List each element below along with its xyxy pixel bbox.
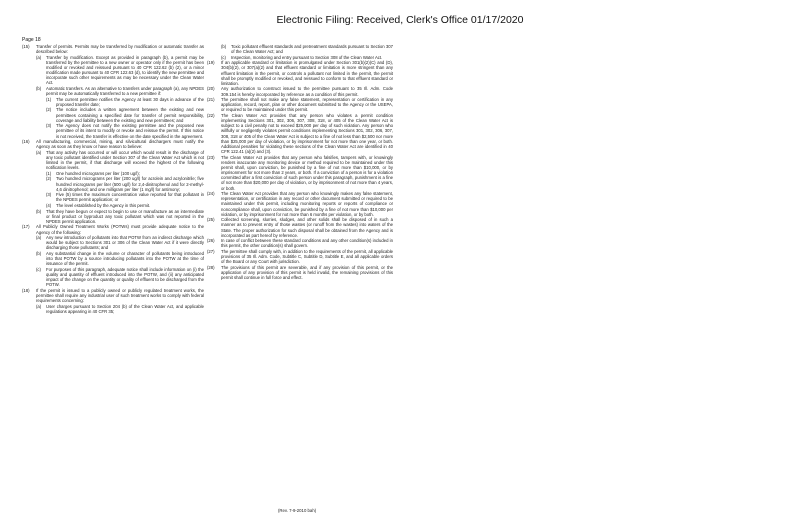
permit-condition-paragraph	[22, 288, 204, 303]
condition-text: Automatic transfers. As an alternative to transfers under paragraph (a), any NPDES permit may be automatically transferred to a new permittee if:	[46, 86, 204, 97]
condition-number: (16)	[22, 139, 30, 145]
condition-number: (2)	[46, 107, 52, 113]
permit-condition-paragraph	[22, 267, 204, 288]
condition-text: Any substantial change in the volume or character of pollutants being introduced into that POTW by a source introducing pollutants into the POTW at the time of issuance of the permit.	[46, 250, 204, 267]
permit-condition-paragraph	[22, 55, 204, 86]
condition-number: (c)	[36, 266, 41, 272]
condition-number: (19)	[207, 60, 215, 66]
permit-condition-paragraph	[207, 60, 393, 86]
condition-text: If the permit is issued to a publicly owned or publicly regulated treatment works, the permittee shall require any industrial user of such treatment works to comply with federal requirements concerning:	[36, 287, 204, 304]
condition-number: (3)	[46, 123, 52, 129]
permit-condition-paragraph	[22, 86, 204, 96]
condition-number: (a)	[36, 235, 42, 241]
condition-number: (17)	[22, 224, 30, 230]
permit-condition-paragraph	[22, 97, 204, 107]
permit-condition-paragraph	[207, 249, 393, 264]
condition-number: (20)	[207, 86, 215, 92]
condition-text: The provisions of this permit are severable, and if any provision of this permit, or the application of any provision of this permit is held invalid, the remaining provisions of this permit shall continue in full force and effect.	[221, 264, 393, 281]
condition-number: (28)	[207, 264, 215, 270]
page-header: Electronic Filing: Received, Clerk's Office 01/17/2020	[276, 14, 524, 26]
condition-number: (c)	[221, 54, 226, 60]
permit-condition-paragraph	[22, 235, 204, 250]
condition-number: (27)	[207, 249, 215, 254]
condition-text: Transfer by modification. Except as provided in paragraph (b), a permit may be transferred by the permittee to a new owner or operator only if the permit has been modified or revoked and reissued pursuant to 40 CFR 122.62 (b) (2), or a minor modification made pursuant to 40 CFR 122.63 (d), to identify the new permittee and incorporate such other requirements as may be necessary under the Clean Water Act.	[46, 54, 204, 86]
condition-text: If an applicable standard or limitation is promulgated under Section 301(b)(2)(C) and (D), 304(b)(2), or 307(a)(2) and that effluent standard or limitation is more stringent than any effluent limitation in the permit, or controls a pollutant not limited in the permit, the permit shall be promptly modified or revoked, and reissued to conform to that effluent standard or limitation.	[221, 60, 393, 86]
condition-text: The Agency does not notify the existing permittee and the proposed new permittee of its intent to modify or revoke and reissue the permit. If this notice is not received, the transfer is effective on the date specified in the agreement.	[56, 123, 204, 139]
condition-text: That they have begun or expect to begin to use or manufacture as an intermediate or final product or byproduct any toxic pollutant which was not reported in the NPDES permit application.	[46, 208, 204, 224]
condition-text: All manufacturing, commercial, mining, and silvicultural dischargers must notify the Agency as soon as they know or have reason to believe:	[36, 139, 204, 150]
condition-text: Any authorization to construct issued to the permittee pursuant to 35 Ill. Adm. Code 309.154 is hereby incorporated by reference as a condition of this permit.	[221, 86, 393, 97]
condition-number: (b)	[221, 44, 227, 49]
condition-text: One hundred micrograms per liter (100 ug/l);	[56, 170, 140, 176]
condition-text: In case of conflict between these standard conditions and any other condition(s) included in this permit, the other condition(s) shall govern.	[221, 238, 393, 249]
permit-condition-paragraph	[207, 44, 393, 54]
permit-condition-paragraph	[22, 150, 204, 171]
condition-text: Two hundred micrograms per liter (200 ug/l) for acrolein and acrylonitrile; five hundred micrograms per liter (500 ug/l) for 2,4-dinitrophenol and for 2-methyl-4,6 dinitrophenol; and one milligram per liter (1 mg/l) for antimony;	[56, 176, 204, 192]
revision-footer: (Rev. 7-9-2010 bah)	[278, 508, 317, 513]
permit-condition-paragraph	[207, 217, 393, 238]
condition-text: The permittee shall comply with, in addition to the requirements of the permit, all applicable provisions of 35 Ill. Adm. Code, Subtitle C, Subtitle D, Subtitle E, and all applicable orders of the Board or any Court with jurisdiction.	[221, 249, 393, 265]
permit-condition-paragraph	[22, 123, 204, 138]
permit-condition-paragraph	[207, 191, 393, 217]
condition-text: Inspection, monitoring and entry pursuant to Section 308 of the Clean Water Act.	[231, 54, 383, 60]
permit-condition-paragraph	[22, 209, 204, 224]
condition-text: The level established by the Agency in this permit.	[56, 202, 151, 208]
condition-number: (23)	[207, 154, 215, 160]
condition-text: The Clean Water Act provides that any person who knowingly makes any false statement, representation, or certification in any record or other document submitted or required to be maintained under this permit, including monitoring reports or reports of compliance or noncompliance shall, upon conviction, be punished by a fine of not more than $10,000 per violation, or by imprisonment for not more than 6 months per violation, or by both.	[221, 191, 393, 217]
condition-number: (15)	[22, 44, 30, 49]
permit-condition-paragraph	[207, 265, 393, 280]
permit-condition-paragraph	[22, 139, 204, 149]
permit-condition-paragraph	[22, 192, 204, 202]
permit-condition-paragraph	[22, 304, 204, 314]
permit-condition-paragraph	[22, 44, 204, 54]
condition-text: The current permittee notifies the Agency at least 30 days in advance of the proposed transfer date;	[56, 96, 204, 107]
permit-condition-paragraph	[207, 238, 393, 248]
condition-text: Any new introduction of pollutants into that POTW from an indirect discharge which would be subject to Sections 301 or 306 of the Clean Water Act if it were directly discharging those pollutants; and	[46, 235, 204, 251]
condition-text: All Publicly Owned Treatment Works (POTWs) must provide adequate notice to the Agency of the following:	[36, 224, 204, 235]
right-column	[207, 44, 393, 281]
condition-text: The notice includes a written agreement between the existing and new permittees containing a specified date for transfer of permit responsibility, coverage and liability between the existing and new permittees; and	[56, 107, 204, 123]
condition-text: Transfer of permits. Permits may be transferred by modification or automatic transfer as described below:	[36, 44, 204, 55]
condition-number: (3)	[46, 192, 52, 198]
condition-text: For purposes of this paragraph, adequate notice shall include information on (i) the quality and quantity of effluent introduced into the POTW, and (ii) any anticipated impact of the change on the quantity or quality of effluent to be discharged from the POTW.	[46, 266, 204, 288]
permit-condition-paragraph	[22, 176, 204, 191]
page-number: Page 18	[22, 37, 41, 43]
condition-text: The permittee shall not make any false statement, representation or certification in any application, record, report, plan or other document submitted to the Agency or the USEPA, or required to be maintained under this permit.	[221, 97, 393, 113]
permit-condition-paragraph	[207, 55, 393, 60]
left-column	[22, 44, 204, 314]
permit-condition-paragraph	[207, 113, 393, 154]
condition-number: (22)	[207, 112, 215, 118]
condition-number: (18)	[22, 287, 30, 293]
condition-number: (2)	[46, 176, 52, 182]
condition-text: Five (5) times the maximum concentration value reported for that pollutant in the NPDES permit application; or	[56, 192, 204, 203]
permit-condition-paragraph	[22, 171, 204, 176]
condition-number: (24)	[207, 191, 215, 197]
permit-condition-paragraph	[207, 155, 393, 191]
condition-number: (26)	[207, 238, 215, 244]
condition-number: (a)	[36, 54, 42, 60]
condition-text: Collected screening, slurries, sludges, and other solids shall be disposed of in such a manner as to prevent entry of those wastes (or runoff from the wastes) into waters of the State. The proper authorization for such disposal shall be obtained from the Agency and is incorporated as part hereof by reference.	[221, 217, 393, 238]
condition-number: (1)	[46, 170, 52, 176]
permit-condition-paragraph	[22, 251, 204, 266]
permit-condition-paragraph	[22, 224, 204, 234]
condition-number: (b)	[36, 250, 42, 256]
permit-condition-paragraph	[207, 97, 393, 112]
condition-text: The Clean Water Act provides that any person who violates a permit condition implementing Sections 301, 302, 306, 307, 308, 318, or 405 of the Clean Water Act is subject to a civil penalty not to exceed $25,000 per day of such violation. Any person who willfully or negligently violates permit conditions implementing Sections 301, 302, 306, 307, 308, 318 or 405 of the Clean Water Act is subject to a fine of not less than $2,500 nor more than $25,000 per day of violation, or by imprisonment for not more than one year, or both. Additional penalties for violating these sections of the Clean Water Act are identified in 40 CFR 122.41 (a)(2) and (3).	[221, 112, 393, 155]
condition-text: That any activity has occurred or will occur which would result in the discharge of any toxic pollutant identified under Section 307 of the Clean Water Act which is not limited in the permit, if that discharge will exceed the highest of the following notification levels.	[46, 149, 204, 171]
condition-text: User charges pursuant to Section 204 (b) of the Clean Water Act, and applicable regulations appearing in 40 CFR 35;	[46, 303, 204, 314]
condition-text: The Clean Water Act provides that any person who falsifies, tampers with, or knowingly renders inaccurate any monitoring device or method required to be maintained under this permit shall, upon conviction, be punished by a fine of not more than $10,000, or by imprisonment for not more than 2 years, or both. If a conviction of a person is for a violation committed after a first conviction of such person under this paragraph, punishment is a fine of not more than $20,000 per day of violation, or by imprisonment of not more than 4 years, or both.	[221, 154, 393, 191]
condition-number: (b)	[36, 86, 42, 92]
permit-condition-paragraph	[22, 203, 204, 208]
condition-number: (a)	[36, 303, 42, 309]
condition-number: (4)	[46, 202, 52, 208]
condition-number: (25)	[207, 217, 215, 223]
condition-number: (b)	[36, 208, 42, 214]
condition-number: (21)	[207, 97, 215, 103]
condition-number: (1)	[46, 96, 52, 102]
permit-condition-paragraph	[22, 107, 204, 122]
permit-condition-paragraph	[207, 86, 393, 96]
condition-number: (a)	[36, 149, 42, 155]
condition-text: Toxic pollutant effluent standards and pretreatment standards pursuant to Section 307 of the Clean Water Act; and	[231, 44, 393, 55]
